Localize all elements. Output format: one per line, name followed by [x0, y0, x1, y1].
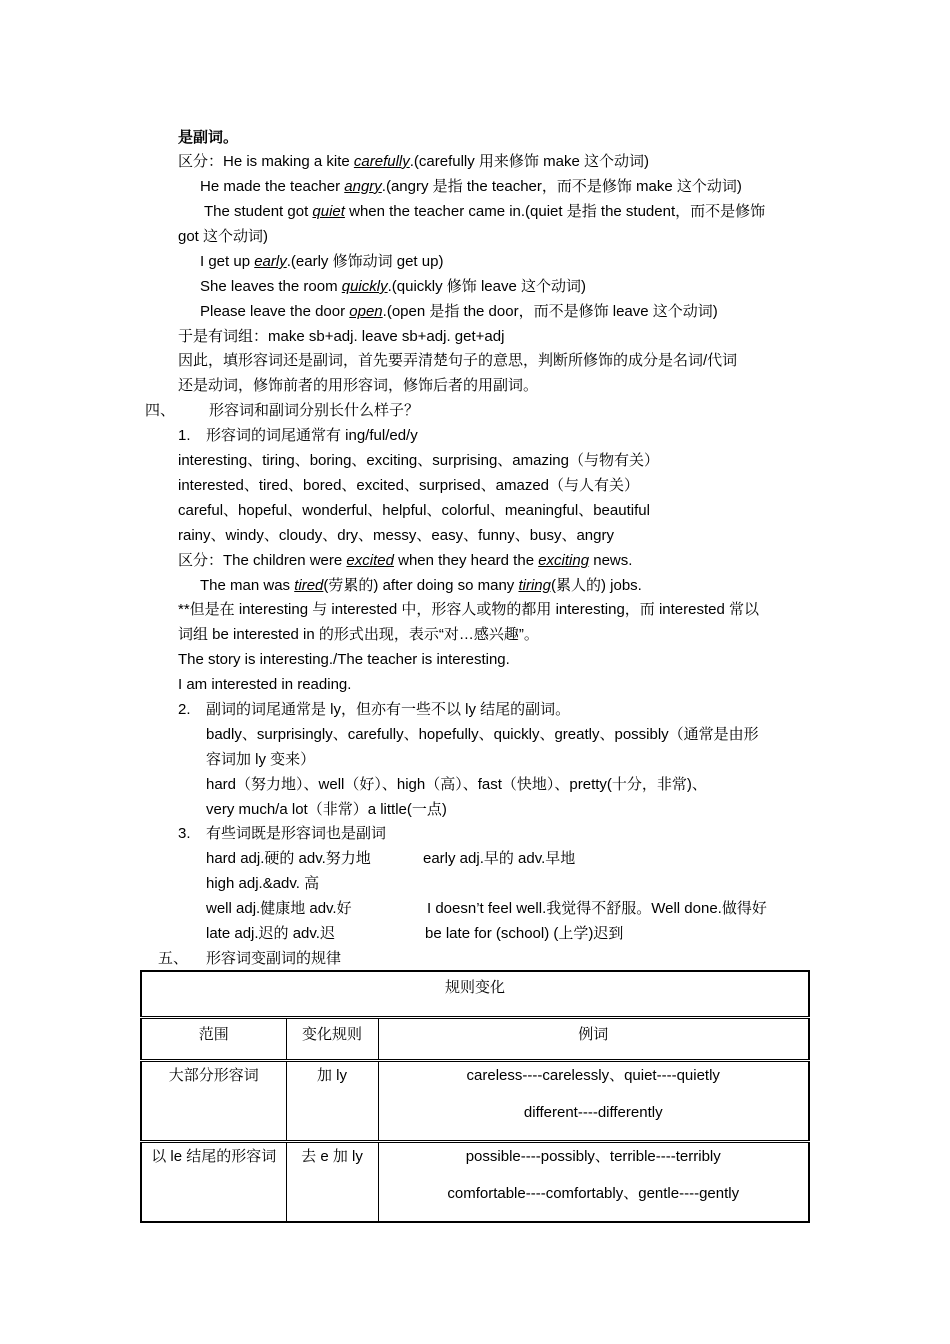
- dual-word-late: late adj.迟的 adv.迟: [206, 925, 335, 942]
- text: .(quickly 修饰 leave 这个动词): [387, 278, 586, 295]
- table-row: [141, 1142, 809, 1223]
- adj-list-ful: careful、hopeful、wonderful、helpful、colorful、meaningful、beautiful: [178, 502, 650, 519]
- example-line-early: [200, 252, 443, 272]
- cell-examples: [378, 1061, 809, 1142]
- cell-rule: 去 e 加 ly: [286, 1142, 378, 1223]
- example-line-tired: [200, 576, 642, 596]
- example-line-quickly: [200, 277, 586, 297]
- example-text: different----differently: [523, 1104, 663, 1121]
- item-3-heading: [178, 824, 386, 844]
- section-title: 形容词和副词分别长什么样子？: [209, 402, 420, 419]
- text: .(early 修饰动词 get up): [286, 253, 444, 270]
- adj-list-people: interested、tired、bored、excited、surprised、amazed（与人有关）: [178, 477, 640, 494]
- adj-to-adv-table: [140, 970, 810, 1223]
- cell-scope: 以 le 结尾的形容词: [141, 1142, 286, 1223]
- example-line-angry: [200, 177, 742, 197]
- cell-rule: 加 ly: [286, 1061, 378, 1142]
- item-title: 副词的词尾通常是 ly，但亦有一些不以 ly 结尾的副词。: [206, 701, 571, 718]
- phrase-summary: 于是有词组：make sb+adj. leave sb+adj. get+adj: [178, 328, 505, 345]
- section-title: 形容词变副词的规律: [206, 950, 342, 967]
- note-line-1: **但是在 interesting 与 interested 中，形容人或物的都用 interesting，而 interested 常以: [178, 601, 760, 618]
- example-text: comfortable----comfortably、gentle----gently: [447, 1185, 740, 1202]
- text: The student got: [204, 203, 313, 220]
- text: .(angry 是指 the teacher，而不是修饰 make 这个动词): [381, 178, 742, 195]
- underlined-word: angry: [344, 178, 382, 195]
- underlined-word: quiet: [312, 203, 345, 220]
- adv-list-ly-cont: 容词加 ly 变来）: [206, 751, 316, 768]
- item-1-heading: [178, 426, 418, 446]
- underlined-word: early: [254, 253, 287, 270]
- item-number: 1.: [178, 427, 191, 444]
- underlined-word: exciting: [538, 552, 590, 569]
- underlined-word: excited: [346, 552, 394, 569]
- dual-word-early: early adj.早的 adv.早地: [423, 850, 576, 867]
- text: when they heard the: [393, 552, 539, 569]
- underlined-word: open: [349, 303, 383, 320]
- line-intro-end: 是副词。: [178, 129, 239, 146]
- text: when the teacher came in.(quiet 是指 the student，而不是修饰: [344, 203, 766, 220]
- table-title: 规则变化: [141, 971, 809, 1018]
- section-4-heading: [145, 401, 419, 421]
- text: She leaves the room: [200, 278, 342, 295]
- example-text: careless----carelessly、quiet----quietly: [466, 1067, 720, 1084]
- note-line-2: 词组 be interested in 的形式出现，表示“对…感兴趣”。: [178, 626, 539, 643]
- item-number: 2.: [178, 701, 191, 718]
- example-line-carefully: [178, 152, 649, 172]
- table-row: [141, 1061, 809, 1142]
- underlined-word: tired: [294, 577, 324, 594]
- section-number: 四、: [145, 402, 176, 419]
- text: (累人的) jobs.: [551, 577, 642, 594]
- adj-list-things: interesting、tiring、boring、exciting、surprising、amazing（与物有关）: [178, 452, 659, 469]
- dual-word-high: high adj.&adv. 高: [206, 875, 320, 892]
- adv-list-irregular: hard（努力地）、well（好）、high（高）、fast（快地）、pretty(十分，非常)、: [206, 776, 707, 793]
- conclusion-line-1: 因此，填形容词还是副词，首先要弄清楚句子的意思，判断所修饰的成分是名词/代词: [178, 352, 738, 369]
- text: .(carefully 用来修饰 make 这个动词): [409, 153, 649, 170]
- text: The man was: [200, 577, 295, 594]
- example-interesting: The story is interesting./The teacher is interesting.: [178, 651, 510, 668]
- dual-word-late-example: be late for (school) (上学)迟到: [425, 925, 624, 942]
- cell-examples: [378, 1142, 809, 1223]
- adj-list-y: rainy、windy、cloudy、dry、messy、easy、funny、busy、angry: [178, 527, 614, 544]
- item-2-heading: [178, 700, 570, 720]
- example-line-quiet: [204, 202, 765, 222]
- column-header-rule: 变化规则: [286, 1018, 378, 1061]
- item-title: 形容词的词尾通常有 ing/ful/ed/y: [206, 427, 418, 444]
- underlined-word: carefully: [353, 153, 410, 170]
- item-number: 3.: [178, 825, 191, 842]
- text: I get up: [200, 253, 255, 270]
- adv-list-irregular-cont: very much/a lot（非常）a little(一点): [206, 801, 447, 818]
- section-5-heading: [158, 949, 341, 969]
- column-header-examples: 例词: [378, 1018, 809, 1061]
- column-header-scope: 范围: [141, 1018, 286, 1061]
- text: 区分：The children were: [178, 552, 347, 569]
- conclusion-line-2: 还是动词，修饰前者的用形容词，修饰后者的用副词。: [178, 377, 539, 394]
- dual-word-well: well adj.健康地 adv.好: [206, 900, 352, 917]
- adv-list-ly: badly、surprisingly、carefully、hopefully、quickly、greatly、possibly（通常是由形: [206, 726, 759, 743]
- text: (劳累的) after doing so many: [323, 577, 519, 594]
- example-interested: I am interested in reading.: [178, 676, 352, 693]
- example-line-open: [200, 302, 718, 322]
- text: He made the teacher: [200, 178, 345, 195]
- cell-scope: 大部分形容词: [141, 1061, 286, 1142]
- text: Please leave the door: [200, 303, 350, 320]
- example-line-excited: [178, 551, 632, 571]
- dual-word-hard: hard adj.硬的 adv.努力地: [206, 850, 371, 867]
- text: news.: [589, 552, 633, 569]
- example-text: possible----possibly、terrible----terribly: [465, 1148, 721, 1165]
- text: .(open 是指 the door，而不是修饰 leave 这个动词): [382, 303, 718, 320]
- dual-word-well-example: I doesn’t feel well.我觉得不舒服。Well done.做得好: [427, 900, 767, 917]
- item-title: 有些词既是形容词也是副词: [206, 825, 387, 842]
- underlined-word: tiring: [518, 577, 551, 594]
- text: 区分：He is making a kite: [178, 153, 354, 170]
- example-line-quiet-cont: got 这个动词): [178, 228, 269, 245]
- underlined-word: quickly: [341, 278, 388, 295]
- section-number: 五、: [158, 950, 189, 967]
